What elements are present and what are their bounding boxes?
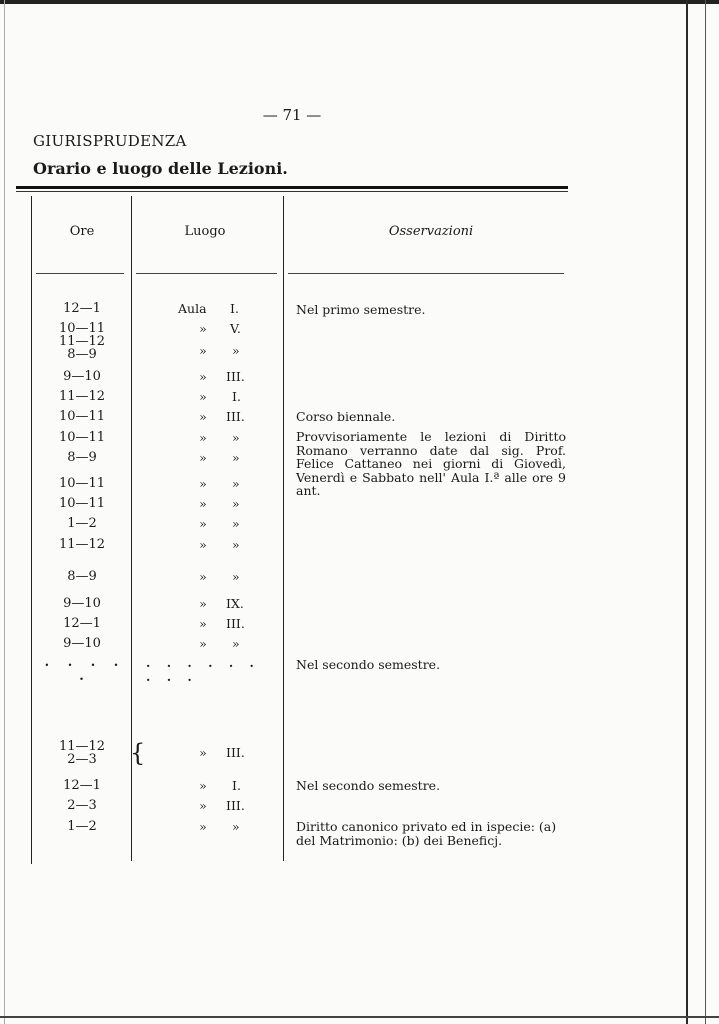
brace-mark: {	[130, 739, 146, 767]
header-underline-obs	[288, 273, 564, 274]
row-ore-dots: . . . . .	[44, 655, 126, 684]
ditto-mark: »	[199, 537, 207, 552]
page-edge-right	[686, 0, 688, 1024]
aula-number: I.	[232, 778, 241, 793]
row-ore: 9—10	[63, 636, 101, 651]
aula-number: I.	[232, 389, 241, 404]
faculty-heading: GIURISPRUDENZA	[33, 132, 187, 150]
aula-number: »	[232, 450, 240, 465]
aula-number: III.	[226, 409, 245, 424]
aula-label: Aula	[178, 301, 207, 316]
header-rule	[16, 186, 568, 189]
aula-number: IX.	[226, 596, 244, 611]
column-divider-luogo-obs	[283, 196, 284, 861]
ditto-mark: »	[199, 496, 207, 511]
row-ore: 8—9	[67, 347, 97, 362]
row-ore: 10—11	[58, 409, 106, 424]
page-edge-bottom	[0, 1016, 719, 1018]
row-ore: 8—9	[67, 569, 97, 584]
page-number: — 71 —	[262, 106, 322, 124]
row-observation: Nel secondo semestre.	[296, 778, 441, 793]
aula-number: »	[232, 819, 240, 834]
ditto-mark: »	[199, 409, 207, 424]
ditto-mark: »	[199, 476, 207, 491]
header-rule-thin	[16, 191, 568, 192]
row-ore: 11—12	[58, 334, 106, 349]
column-divider-left	[31, 196, 32, 864]
ditto-mark: »	[199, 430, 207, 445]
row-ore: 2—3	[67, 798, 97, 813]
row-ore: 11—12	[58, 389, 106, 404]
ditto-mark: »	[199, 516, 207, 531]
aula-number: »	[232, 636, 240, 651]
aula-number: »	[232, 516, 240, 531]
ditto-mark: »	[199, 389, 207, 404]
row-observation: Diritto canonico privato ed in ispecie: (a) del Matrimonio: (b) dei Beneficj.	[296, 819, 557, 848]
page-edge-right-outer	[705, 0, 706, 1024]
header-underline-luogo	[136, 273, 277, 274]
column-header-ore: Ore	[69, 224, 95, 239]
row-ore: 11—12	[58, 537, 106, 552]
ditto-mark: »	[199, 636, 207, 651]
ditto-mark: »	[199, 450, 207, 465]
aula-number: V.	[230, 321, 241, 336]
aula-number: I.	[230, 301, 239, 316]
ditto-mark: »	[199, 569, 207, 584]
page-edge-top	[0, 0, 719, 4]
aula-number: »	[232, 537, 240, 552]
ditto-mark: »	[199, 745, 207, 760]
aula-number: »	[232, 343, 240, 358]
row-ore: 12—1	[63, 778, 101, 793]
ditto-mark: »	[199, 798, 207, 813]
aula-number: III.	[226, 616, 245, 631]
page-title: Orario e luogo delle Lezioni.	[33, 159, 288, 178]
column-header-luogo: Luogo	[184, 224, 226, 239]
column-header-osservazioni: Osservazioni	[388, 224, 474, 239]
row-ore: 10—11	[58, 430, 106, 445]
ditto-mark: »	[199, 596, 207, 611]
row-ore: 11—12	[58, 739, 106, 754]
row-ore: 10—11	[58, 496, 106, 511]
row-ore: 10—11	[58, 476, 106, 491]
page-edge-left	[4, 0, 5, 1024]
aula-number: »	[232, 430, 240, 445]
ditto-mark: »	[199, 819, 207, 834]
row-ore: 12—1	[63, 616, 101, 631]
row-ore: 12—1	[63, 301, 101, 316]
header-underline-ore	[36, 273, 124, 274]
row-ore: 1—2	[67, 516, 97, 531]
aula-number: »	[232, 496, 240, 511]
aula-number: »	[232, 476, 240, 491]
ditto-mark: »	[199, 321, 207, 336]
ditto-mark: »	[199, 778, 207, 793]
row-observation: Nel secondo semestre.	[296, 657, 441, 672]
row-ore: 10—11	[58, 321, 106, 336]
aula-number: III.	[226, 745, 245, 760]
aula-number: III.	[226, 369, 245, 384]
row-ore: 9—10	[63, 369, 101, 384]
row-observation: Provvisoriamente le lezioni di Diritto Romano verranno date dal sig. Prof. Felice Cattaneo nei giorni di Giovedì, Venerdì e Sabbato nell' Aula I.ª alle ore 9 ant.	[296, 429, 566, 498]
row-ore: 2—3	[67, 752, 97, 767]
row-ore: 9—10	[63, 596, 101, 611]
row-ore: 1—2	[67, 819, 97, 834]
row-observation: Nel primo semestre.	[296, 302, 426, 317]
ditto-mark: »	[199, 616, 207, 631]
row-observation: Corso biennale.	[296, 409, 396, 424]
aula-number: »	[232, 569, 240, 584]
ditto-mark: »	[199, 369, 207, 384]
ditto-mark: »	[199, 343, 207, 358]
aula-number: III.	[226, 798, 245, 813]
row-ore: 8—9	[67, 450, 97, 465]
luogo-dots: . . . . . . . . .	[146, 655, 260, 684]
